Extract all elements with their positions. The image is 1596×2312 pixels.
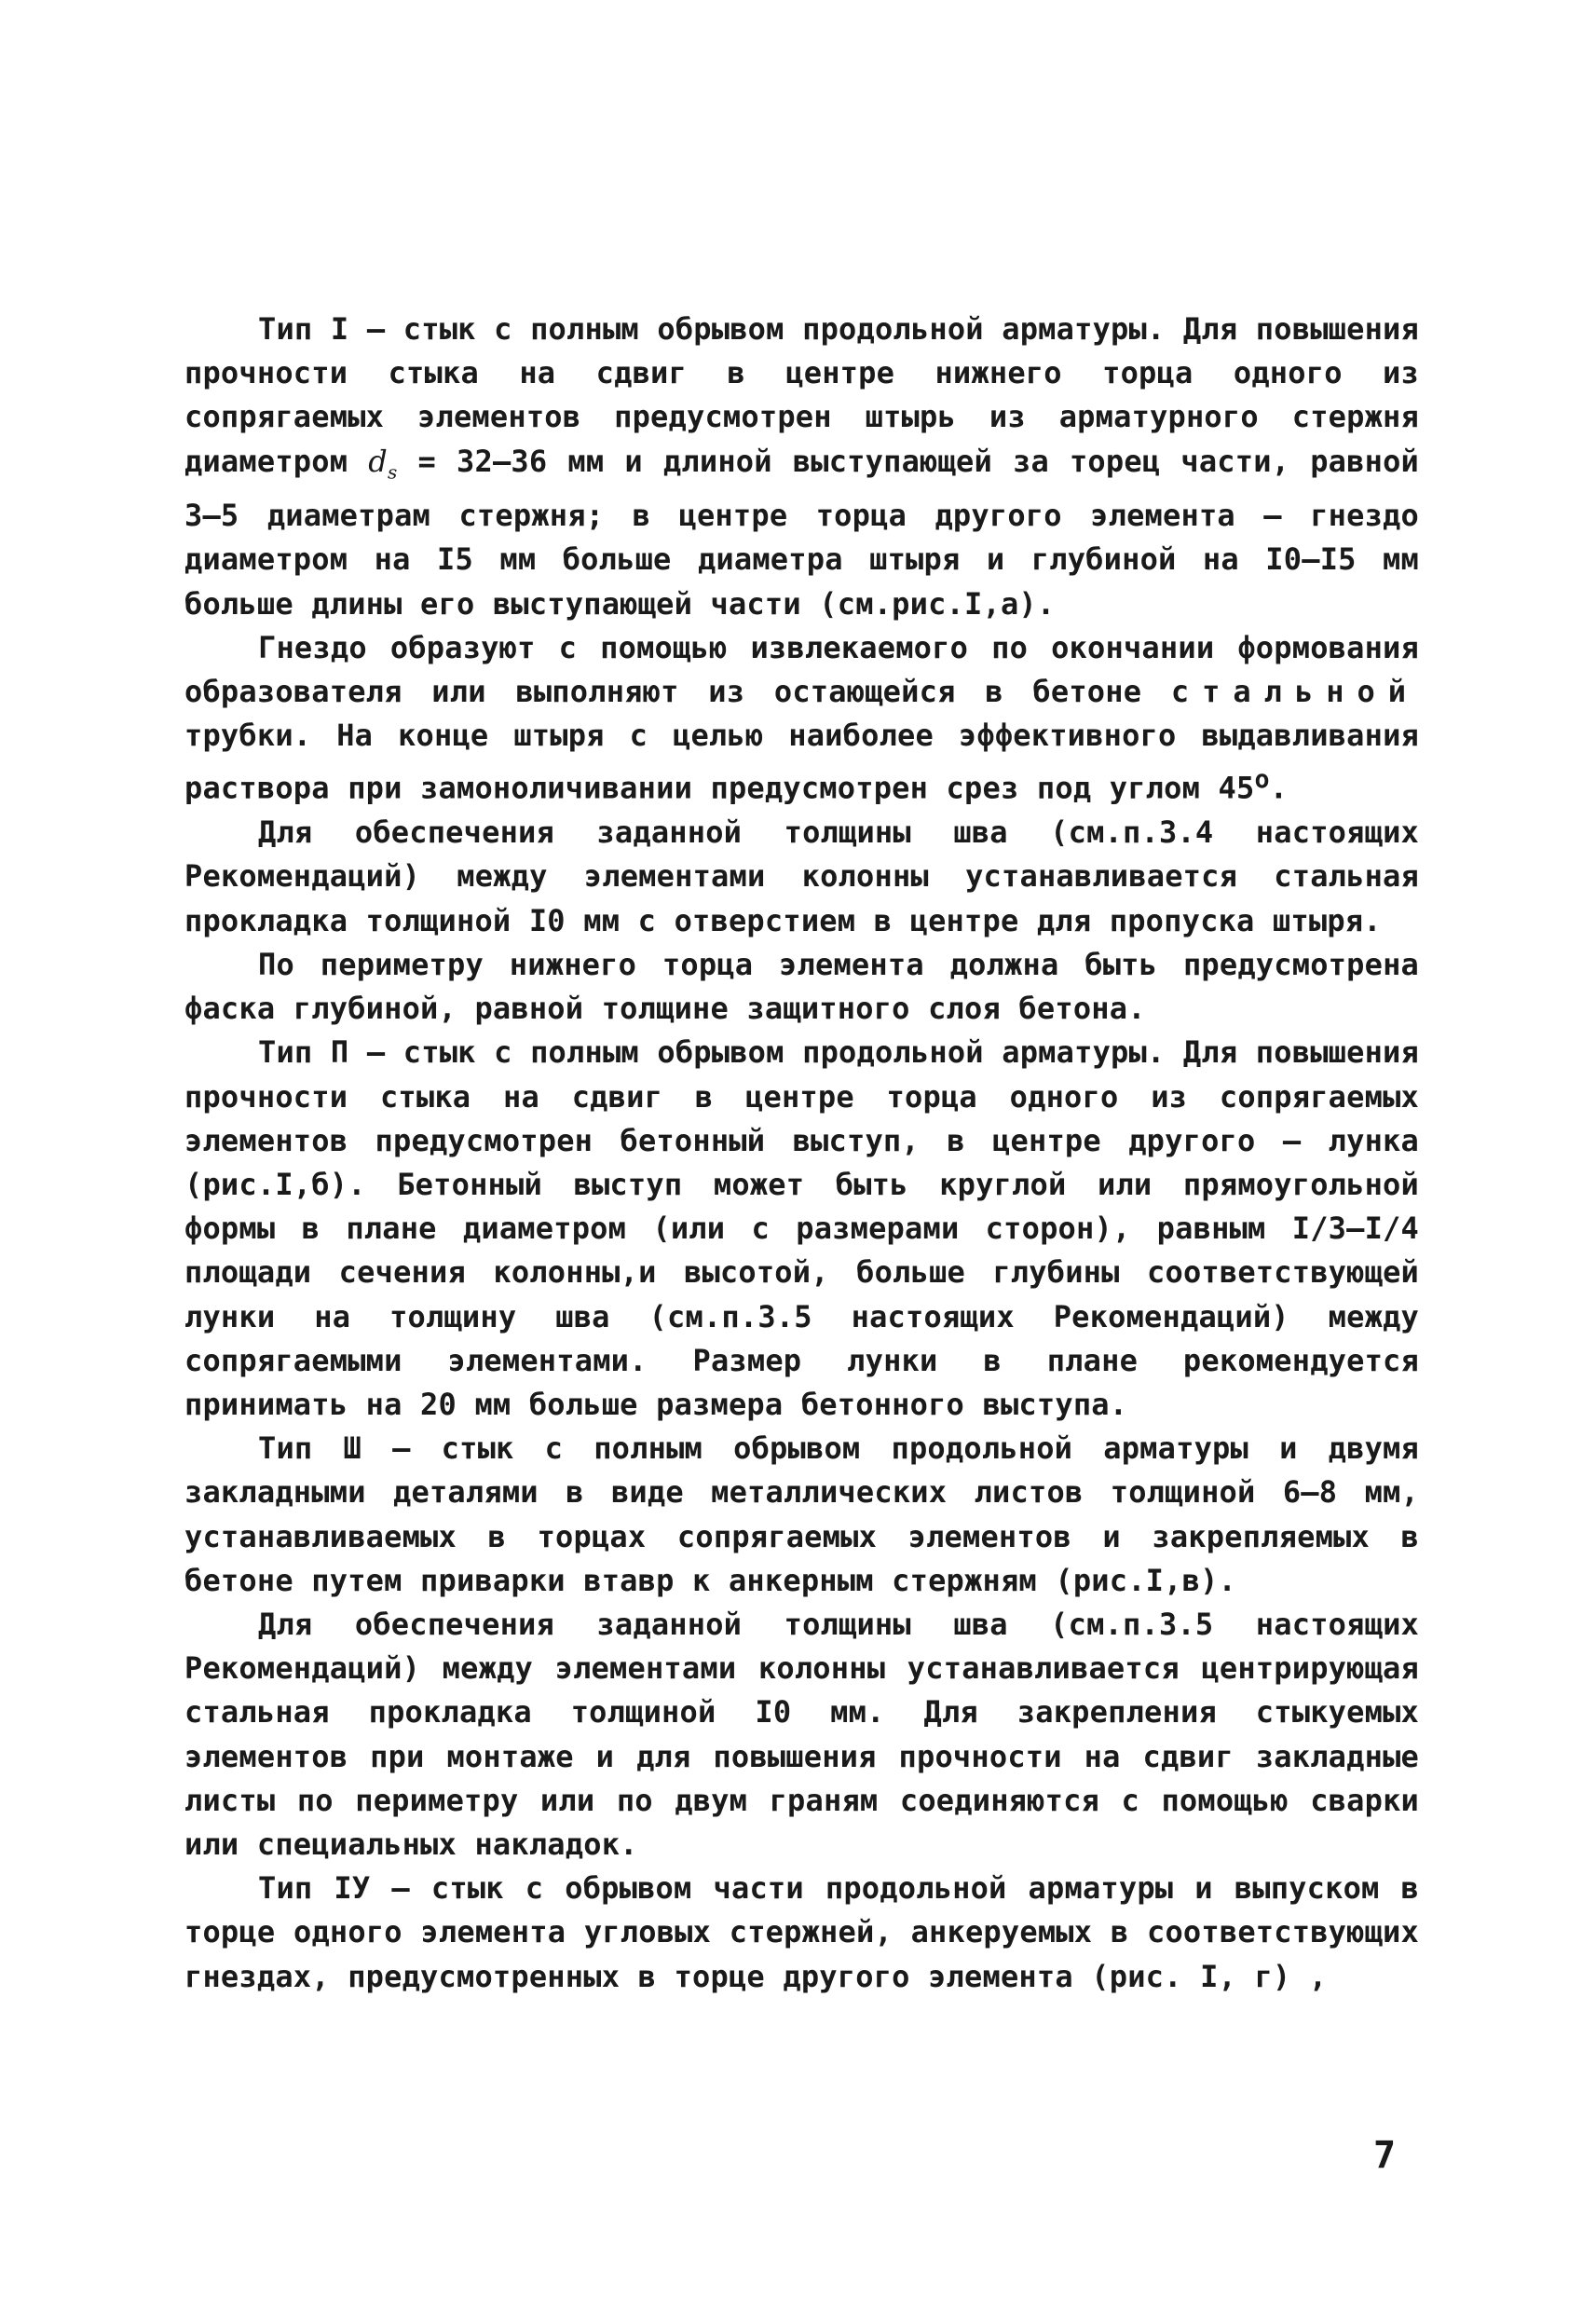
spaced-word: стальной bbox=[1170, 674, 1419, 710]
paragraph-gasket: Для обеспечения заданной толщины шва (см.п.3.4 настоящих Рекомендаций) между элементами колонны устанавливается стальная прокладка толщиной I0 мм с отверстием в центре для пропуска штыря. bbox=[184, 814, 1419, 938]
paragraph-type-3-gasket: Для обеспечения заданной толщины шва (см.п.3.5 настоящих Рекомендаций) между элементами колонны устанавливается центрирующая стальная прокладка толщиной I0 мм. Для закрепления стыкуемых элементов при монтаже и для повышения прочности на сдвиг закладные листы по периметру или по двум граням соединяются с помощью сварки или специальных накладок. bbox=[184, 1606, 1419, 1862]
paragraph-type-2: Тип П – стык с полным обрывом продольной арматуры. Для повышения прочности стыка на сдвиг в центре торца одного из сопрягаемых элементов предусмотрен бетонный выступ, в центре другого – лунка (рис.I,б). Бетонный выступ может быть круглой или прямоугольной формы в плане диаметром (или с размерами сторон), равным I/3–I/4 площади сечения колонны,и высотой, больше глубины соответствующей лунки на толщину шва (см.п.3.5 настоящих Рекомендаций) между сопрягаемыми элементами. Размер лунки в плане рекомендуется принимать на 20 мм больше размера бетонного выступа. bbox=[184, 1034, 1419, 1422]
paragraph-type-1 bbox=[184, 308, 1419, 626]
paragraph-type-4: Тип IУ – стык с обрывом части продольной арматуры и выпуском в торце одного элемента угловых стержней, анкеруемых в соответствующих гнездах, предусмотренных в торце другого элемента (рис. I, г) , bbox=[184, 1870, 1419, 1994]
paragraph-type-3: Тип Ш – стык с полным обрывом продольной арматуры и двумя закладными деталями в виде металлических листов толщиной 6–8 мм, устанавливаемых в торцах сопрягаемых элементов и закрепляемых в бетоне путем приварки втавр к анкерным стержням (рис.I,в). bbox=[184, 1430, 1419, 1598]
paragraph-socket bbox=[184, 626, 1419, 811]
diameter-symbol: $d_s$ bbox=[368, 443, 398, 483]
paragraph-text: Тип I – стык с полным обрывом продольной арматуры. Для повышения прочности стыка на сдвиг в центре нижнего торца одного из сопрягаемых элементов предусмотрен штырь из арматурного стержня диаметром bbox=[184, 311, 1419, 479]
paragraph-text: . bbox=[1269, 771, 1289, 807]
paragraph-text: Гнездо образуют с помощью извлекаемого по окончании формования образователя или выполняют из остающейся в бетоне bbox=[184, 629, 1419, 710]
paragraph-chamfer: По периметру нижнего торца элемента должна быть предусмотрена фаска глубиной, равной толщине защитного слоя бетона. bbox=[184, 946, 1419, 1027]
paragraph-text: = 32–36 мм и длиной выступающей за торец части, равной 3–5 диаметрам стержня; в центре торца другого элемента – гнездо диаметром на I5 мм больше диаметра штыря и глубиной на I0–I5 мм больше длины его выступающей части (см.рис.I,а). bbox=[184, 443, 1420, 622]
body-text bbox=[184, 308, 1419, 1999]
paragraph-text: трубки. На конце штыря с целью наиболее эффективного выдавливания раствора при замоноличивании предусмотрен срез под углом 45 bbox=[184, 718, 1419, 807]
degree-symbol: о bbox=[1254, 765, 1270, 795]
page-number: 7 bbox=[1373, 2134, 1397, 2177]
